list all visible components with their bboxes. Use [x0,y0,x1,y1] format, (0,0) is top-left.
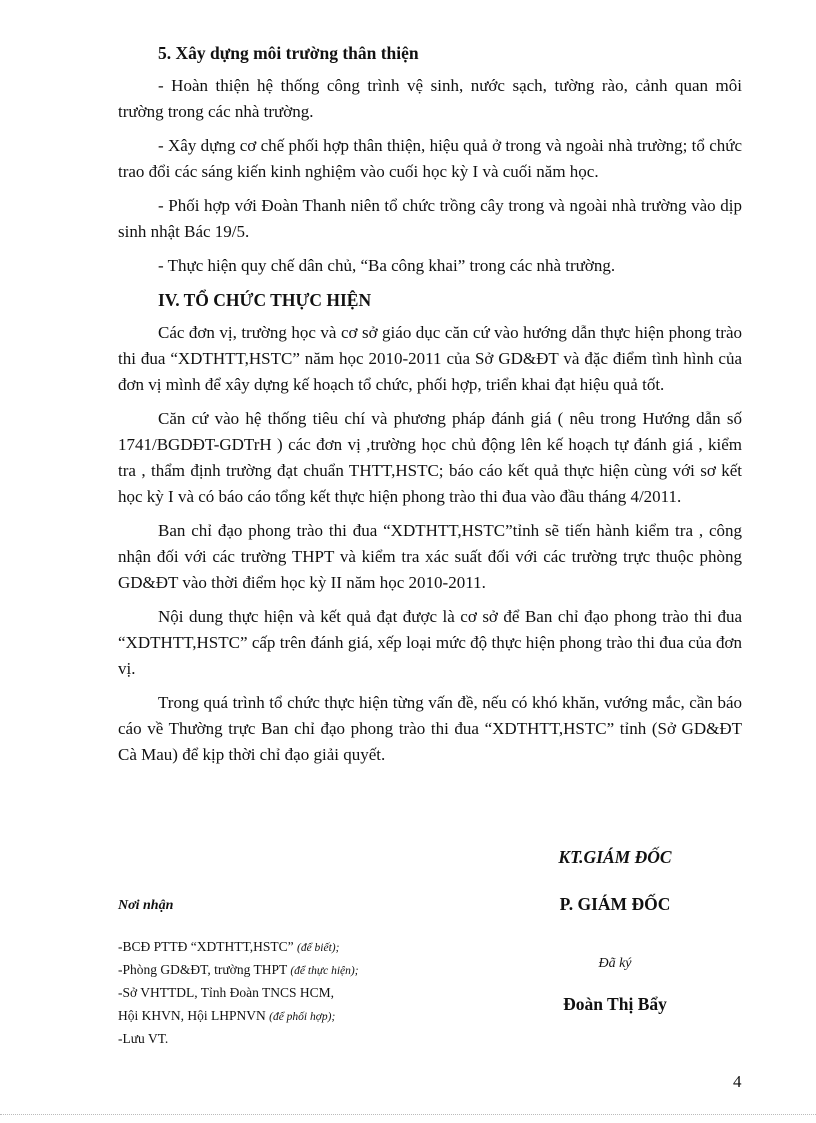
recipient-text: -Sở VHTTDL, Tỉnh Đoàn TNCS HCM, [118,985,335,1000]
section-4-heading: IV. TỔ CHỨC THỰC HIỆN [158,290,372,310]
recipient-note: (để phối hợp); [269,1011,336,1023]
recipient-text: -Lưu VT. [118,1031,169,1046]
recipients-list [118,936,458,1051]
recipient-line [118,936,458,959]
body-content [118,40,742,776]
recipient-line [118,1028,458,1051]
section-5-heading: 5. Xây dựng môi trường thân thiện [158,43,419,63]
section-5-item: - Xây dựng cơ chế phối hợp thân thiện, hiệu quả ở trong và ngoài nhà trường; tổ chức trao đổi các sáng kiến kinh nghiệm vào cuối học kỳ I và cuối năm học. [118,136,742,181]
section-5-item: - Hoàn thiện hệ thống công trình vệ sinh, nước sạch, tường rào, cảnh quan môi trường trong các nhà trường. [118,76,742,121]
recipient-note: (để thực hiện); [290,965,359,977]
recipient-text: Hội KHVN, Hội LHPNVN [118,1008,270,1023]
signature-kt: KT.GIÁM ĐỐC [558,847,672,867]
recipient-note: (để biết); [296,942,340,954]
recipient-line [118,982,458,1005]
recipient-line [118,1005,458,1028]
section-5-item: - Phối hợp với Đoàn Thanh niên tổ chức trồng cây trong và ngoài nhà trường vào dịp sinh nhật Bác 19/5. [118,196,742,241]
recipient-line [118,959,458,982]
page-number: 4 [733,1072,742,1091]
signature-title: P. GIÁM ĐỐC [559,894,671,914]
section-4-paragraph: Căn cứ vào hệ thống tiêu chí và phương pháp đánh giá ( nêu trong Hướng dẫn số 1741/BGDĐT-GDTrH ) các đơn vị ,trường học chủ động lên kế hoạch tự đánh giá , kiểm tra , thẩm định trường đạt chuẩn THTT,HSTC; báo cáo kết quả thực hiện cùng với sơ kết học kỳ I và có báo cáo tổng kết thực hiện phong trào thi đua vào đầu tháng 4/2011. [118,409,742,506]
section-4-paragraph: Các đơn vị, trường học và cơ sở giáo dục căn cứ vào hướng dẫn thực hiện phong trào thi đua “XDTHTT,HSTC” năm học 2010-2011 của Sở GD&ĐT và đặc điểm tình hình của đơn vị mình để xây dựng kế hoạch tổ chức, phối hợp, triển khai đạt hiệu quả tốt. [118,323,742,394]
section-4-paragraph: Nội dung thực hiện và kết quả đạt được là cơ sở để Ban chỉ đạo phong trào thi đua “XDTHTT,HSTC” cấp trên đánh giá, xếp loại mức độ thực hiện phong trào thi đua của đơn vị. [118,607,742,678]
section-4-paragraph: Trong quá trình tổ chức thực hiện từng vấn đề, nếu có khó khăn, vướng mắc, cần báo cáo về Thường trực Ban chỉ đạo phong trào thi đua “XDTHTT,HSTC” tỉnh (Sở GD&ĐT Cà Mau) để kịp thời chỉ đạo giải quyết. [118,693,742,764]
section-5-item: - Thực hiện quy chế dân chủ, “Ba công khai” trong các nhà trường. [158,256,616,275]
recipient-text: -Phòng GD&ĐT, trường THPT [118,962,291,977]
signature-signed: Đã ký [598,956,632,971]
signer-name: Đoàn Thị Bẩy [563,994,667,1014]
recipients-title: Nơi nhận [118,898,174,913]
section-4-paragraph: Ban chỉ đạo phong trào thi đua “XDTHTT,HSTC”tỉnh sẽ tiến hành kiểm tra , công nhận đối với các trường THPT và kiểm tra xác suất đối với các trường trực thuộc phòng GD&ĐT vào thời điểm học kỳ II năm học 2010-2011. [118,521,742,592]
page-footer-divider [0,1114,816,1115]
recipient-text: -BCĐ PTTĐ “XDTHTT,HSTC” [118,939,297,954]
